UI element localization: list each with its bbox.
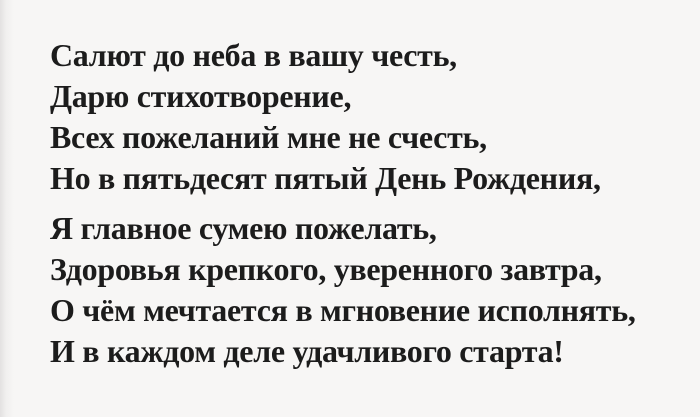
poem-line: Всех пожеланий мне не счесть, <box>50 119 487 155</box>
poem-line: Здоровья крепкого, уверенного завтра, <box>50 251 602 287</box>
poem-stanza-2 <box>50 208 680 372</box>
poem-line: И в каждом деле удачливого старта! <box>50 333 564 369</box>
poem-line: Я главное сумею пожелать, <box>50 210 437 246</box>
poem-line: Дарю стихотворение, <box>50 78 352 114</box>
poem-line: Но в пятьдесят пятый День Рождения, <box>50 160 601 196</box>
poem-line: Салют до неба в вашу честь, <box>50 37 457 73</box>
poem-stanza-1 <box>50 35 680 199</box>
poem-line: О чём мечтается в мгновение исполнять, <box>50 292 636 328</box>
